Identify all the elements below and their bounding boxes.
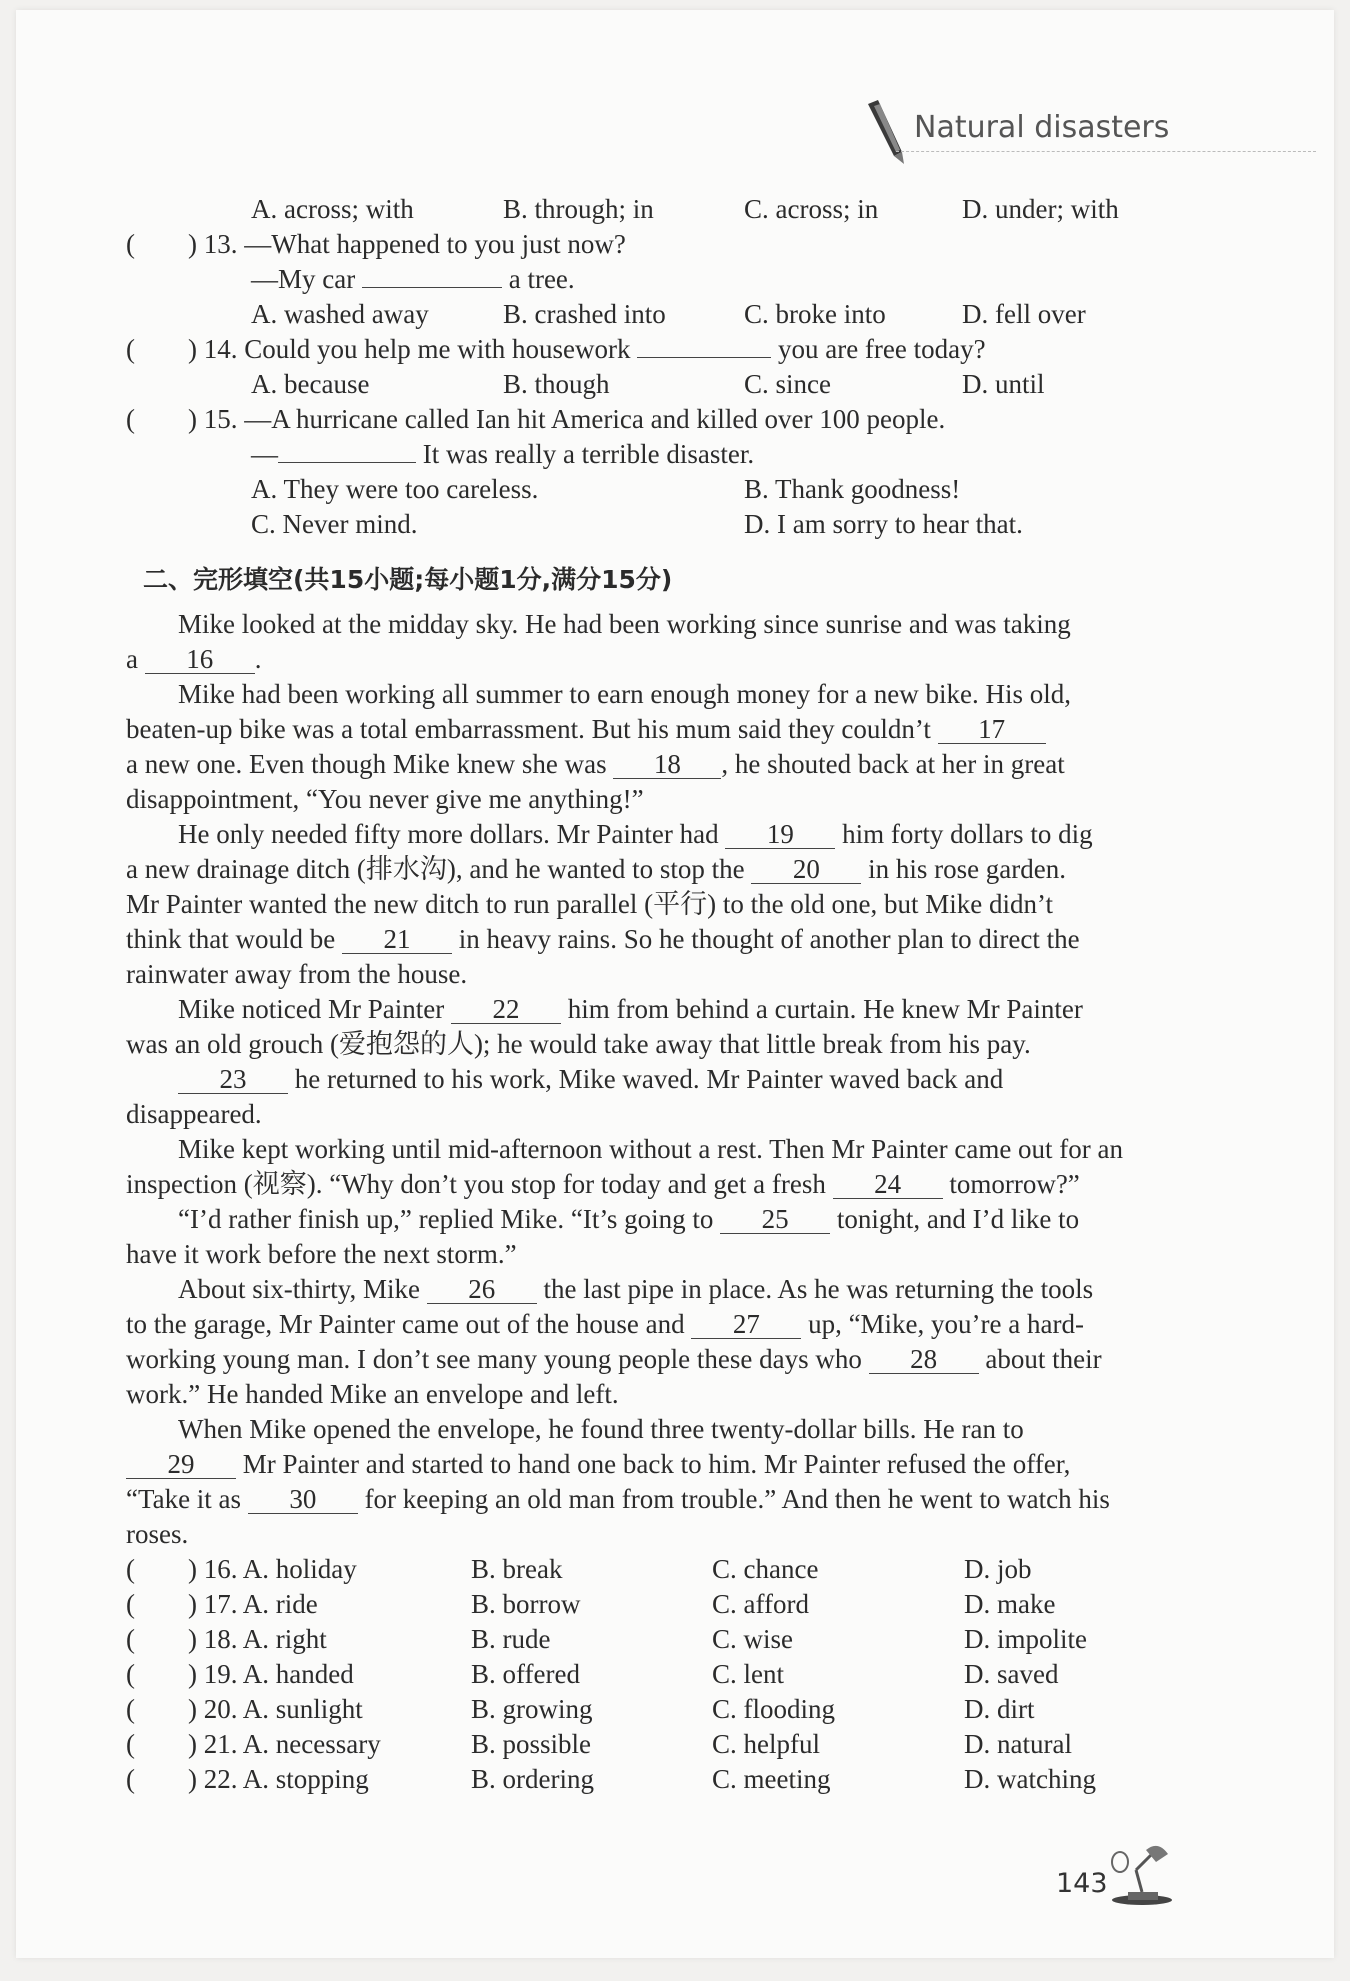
passage-text: tonight, and I’d like to	[836, 1204, 1080, 1234]
passage-line	[126, 1167, 1080, 1201]
answer-blank[interactable]	[362, 287, 502, 288]
passage-text: inspection (视察). “Why don’t you stop for today and get a fresh	[126, 1169, 826, 1199]
page-number: 143	[1056, 1868, 1108, 1899]
answer-paren-open: (	[126, 404, 135, 434]
q13-option-c: C. broke into	[744, 299, 886, 329]
passage-line	[126, 852, 1066, 886]
passage-line: work.” He handed Mike an envelope and left.	[126, 1379, 619, 1409]
q14-option-b: B. though	[503, 369, 610, 399]
passage-text: He only needed fifty more dollars. Mr Painter had	[178, 819, 719, 849]
passage-line	[178, 1272, 1093, 1306]
passage-text: the last pipe in place. As he was returning the tools	[543, 1274, 1094, 1304]
option-d: D. natural	[964, 1729, 1072, 1759]
option-d: D. dirt	[964, 1694, 1035, 1724]
blank-20[interactable]: 20	[751, 855, 861, 884]
q14-option-c: C. since	[744, 369, 831, 399]
passage-text: About six-thirty, Mike	[178, 1274, 420, 1304]
passage-line: Mike had been working all summer to earn enough money for a new bike. His old,	[178, 679, 1072, 709]
reply-text: a tree.	[508, 264, 575, 294]
passage-line	[126, 642, 261, 676]
passage-text: up, “Mike, you’re a hard-	[808, 1309, 1084, 1339]
blank-17[interactable]: 17	[938, 715, 1046, 744]
option-row-16	[126, 1552, 357, 1586]
option-b: B. growing	[471, 1694, 593, 1724]
passage-line	[178, 1202, 1079, 1236]
passage-line: Mike kept working until mid-afternoon without a rest. Then Mr Painter came out for an	[178, 1134, 1124, 1164]
answer-paren-open: (	[126, 1624, 135, 1654]
option-row-21	[126, 1727, 381, 1761]
option-a: ) 21. A. necessary	[188, 1729, 381, 1759]
passage-text: for keeping an old man from trouble.” And then he went to watch his	[364, 1484, 1110, 1514]
passage-line	[178, 992, 1083, 1026]
option-d: D. saved	[964, 1659, 1059, 1689]
q15-option-d: D. I am sorry to hear that.	[744, 509, 1023, 539]
option-c: C. helpful	[712, 1729, 820, 1759]
option-b: B. offered	[471, 1659, 580, 1689]
passage-line	[178, 1062, 1003, 1096]
reply-text: —My car	[251, 264, 356, 294]
question-number: ) 15.	[188, 404, 238, 434]
passage-text: in his rose garden.	[868, 854, 1067, 884]
option-a: ) 19. A. handed	[188, 1659, 354, 1689]
passage-line: rainwater away from the house.	[126, 959, 468, 989]
answer-paren-open: (	[126, 1589, 135, 1619]
option-c: C. meeting	[712, 1764, 831, 1794]
q15-reply	[251, 437, 754, 471]
passage-text: he returned to his work, Mike waved. Mr Painter waved back and	[294, 1064, 1004, 1094]
passage-line: Mike looked at the midday sky. He had been working since sunrise and was taking	[178, 609, 1071, 639]
passage-line: When Mike opened the envelope, he found three twenty-dollar bills. He ran to	[178, 1414, 1024, 1444]
q15-option-b: B. Thank goodness!	[744, 474, 961, 504]
blank-29[interactable]: 29	[126, 1450, 236, 1479]
option-d: D. watching	[964, 1764, 1096, 1794]
passage-line	[178, 817, 1093, 851]
passage-text: in heavy rains. So he thought of another plan to direct the	[458, 924, 1080, 954]
option-row-17	[126, 1587, 318, 1621]
reply-text: It was really a terrible disaster.	[422, 439, 755, 469]
passage-line	[126, 922, 1080, 956]
blank-19[interactable]: 19	[725, 820, 835, 849]
q13-option-b: B. crashed into	[503, 299, 666, 329]
option-a: ) 22. A. stopping	[188, 1764, 369, 1794]
passage-line: roses.	[126, 1519, 189, 1549]
blank-26[interactable]: 26	[427, 1275, 537, 1304]
q12-option-a: A. across; with	[251, 194, 414, 224]
passage-line: Mr Painter wanted the new ditch to run parallel (平行) to the old one, but Mike didn’t	[126, 889, 1054, 919]
option-d: D. make	[964, 1589, 1056, 1619]
question-stem: —What happened to you just now?	[244, 229, 626, 259]
section-title: 二、完形填空(共15小题;每小题1分,满分15分)	[143, 565, 673, 594]
passage-text: “Take it as	[126, 1484, 242, 1514]
option-d: D. job	[964, 1554, 1032, 1584]
answer-paren-open: (	[126, 334, 135, 364]
q14-option-a: A. because	[251, 369, 370, 399]
question-number: ) 14.	[188, 334, 238, 364]
option-row-18	[126, 1622, 327, 1656]
option-a: ) 20. A. sunlight	[188, 1694, 363, 1724]
passage-text: him forty dollars to dig	[842, 819, 1093, 849]
blank-16[interactable]: 16	[145, 645, 255, 674]
question-number: ) 13.	[188, 229, 238, 259]
option-c: C. lent	[712, 1659, 784, 1689]
option-a: ) 17. A. ride	[188, 1589, 318, 1619]
option-b: B. ordering	[471, 1764, 594, 1794]
passage-line: disappeared.	[126, 1099, 262, 1129]
q13-option-d: D. fell over	[962, 299, 1086, 329]
passage-line: have it work before the next storm.”	[126, 1239, 517, 1269]
passage-text: to the garage, Mr Painter came out of the house and	[126, 1309, 685, 1339]
q15-question	[126, 402, 945, 436]
blank-21[interactable]: 21	[342, 925, 452, 954]
answer-paren-open: (	[126, 1729, 135, 1759]
passage-line	[126, 1342, 1102, 1376]
passage-text: “I’d rather finish up,” replied Mike. “It’s going to	[178, 1204, 714, 1234]
passage-text: Mike noticed Mr Painter	[178, 994, 445, 1024]
passage-line: disappointment, “You never give me anything!”	[126, 784, 644, 814]
passage-text: tomorrow?”	[949, 1169, 1080, 1199]
passage-text: a	[126, 644, 138, 674]
passage-text: think that would be	[126, 924, 336, 954]
blank-27[interactable]: 27	[691, 1310, 801, 1339]
q13-question	[126, 227, 626, 261]
blank-22[interactable]: 22	[451, 995, 561, 1024]
blank-24[interactable]: 24	[833, 1170, 943, 1199]
blank-18[interactable]: 18	[613, 750, 721, 779]
q12-option-d: D. under; with	[962, 194, 1119, 224]
q14-option-d: D. until	[962, 369, 1045, 399]
blank-25[interactable]: 25	[720, 1205, 830, 1234]
reply-text: —	[251, 439, 278, 469]
passage-line	[126, 1447, 1070, 1481]
passage-line	[126, 1307, 1084, 1341]
passage-line	[126, 1482, 1110, 1516]
option-a: ) 18. A. right	[188, 1624, 327, 1654]
question-stem: Could you help me with housework	[244, 334, 631, 364]
option-c: C. afford	[712, 1589, 809, 1619]
passage-line	[126, 747, 1065, 781]
answer-paren-open: (	[126, 1659, 135, 1689]
option-d: D. impolite	[964, 1624, 1087, 1654]
passage-text: a new one. Even though Mike knew she was	[126, 749, 607, 779]
option-b: B. rude	[471, 1624, 551, 1654]
q15-option-a: A. They were too careless.	[251, 474, 539, 504]
passage-text: .	[254, 644, 262, 674]
q12-option-b: B. through; in	[503, 194, 654, 224]
passage-line: was an old grouch (爱抱怨的人); he would take away that little break from his pay.	[126, 1029, 1031, 1059]
passage-text: beaten-up bike was a total embarrassment. But his mum said they couldn’t	[126, 714, 931, 744]
blank-30[interactable]: 30	[248, 1485, 358, 1514]
option-row-19	[126, 1657, 354, 1691]
passage-text: working young man. I don’t see many young people these days who	[126, 1344, 862, 1374]
pen-icon	[862, 100, 912, 170]
option-c: C. chance	[712, 1554, 819, 1584]
option-a: ) 16. A. holiday	[188, 1554, 357, 1584]
passage-text: Mr Painter and started to hand one back to him. Mr Painter refused the offer,	[242, 1449, 1071, 1479]
q12-option-c: C. across; in	[744, 194, 879, 224]
workbook-page	[16, 10, 1334, 1958]
blank-28[interactable]: 28	[869, 1345, 979, 1374]
desk-lamp-icon	[1106, 1840, 1178, 1906]
blank-23[interactable]: 23	[178, 1065, 288, 1094]
question-stem: you are free today?	[777, 334, 986, 364]
chapter-title: Natural disasters	[914, 110, 1170, 145]
q13-reply	[251, 262, 575, 296]
option-row-22	[126, 1762, 369, 1796]
option-b: B. borrow	[471, 1589, 581, 1619]
answer-blank[interactable]	[278, 462, 416, 463]
q14-question	[126, 332, 986, 366]
question-stem: —A hurricane called Ian hit America and killed over 100 people.	[244, 404, 946, 434]
header-divider	[896, 151, 1316, 152]
option-row-20	[126, 1692, 363, 1726]
passage-text: him from behind a curtain. He knew Mr Painter	[567, 994, 1083, 1024]
answer-paren-open: (	[126, 1554, 135, 1584]
answer-paren-open: (	[126, 229, 135, 259]
answer-blank[interactable]	[637, 357, 771, 358]
q15-option-c: C. Never mind.	[251, 509, 418, 539]
passage-text: about their	[985, 1344, 1102, 1374]
passage-line	[126, 712, 1046, 746]
option-c: C. wise	[712, 1624, 793, 1654]
passage-text: , he shouted back at her in great	[721, 749, 1065, 779]
q13-option-a: A. washed away	[251, 299, 429, 329]
option-b: B. break	[471, 1554, 563, 1584]
option-b: B. possible	[471, 1729, 592, 1759]
answer-paren-open: (	[126, 1694, 135, 1724]
passage-text: a new drainage ditch (排水沟), and he wanted to stop the	[126, 854, 745, 884]
answer-paren-open: (	[126, 1764, 135, 1794]
option-c: C. flooding	[712, 1694, 836, 1724]
